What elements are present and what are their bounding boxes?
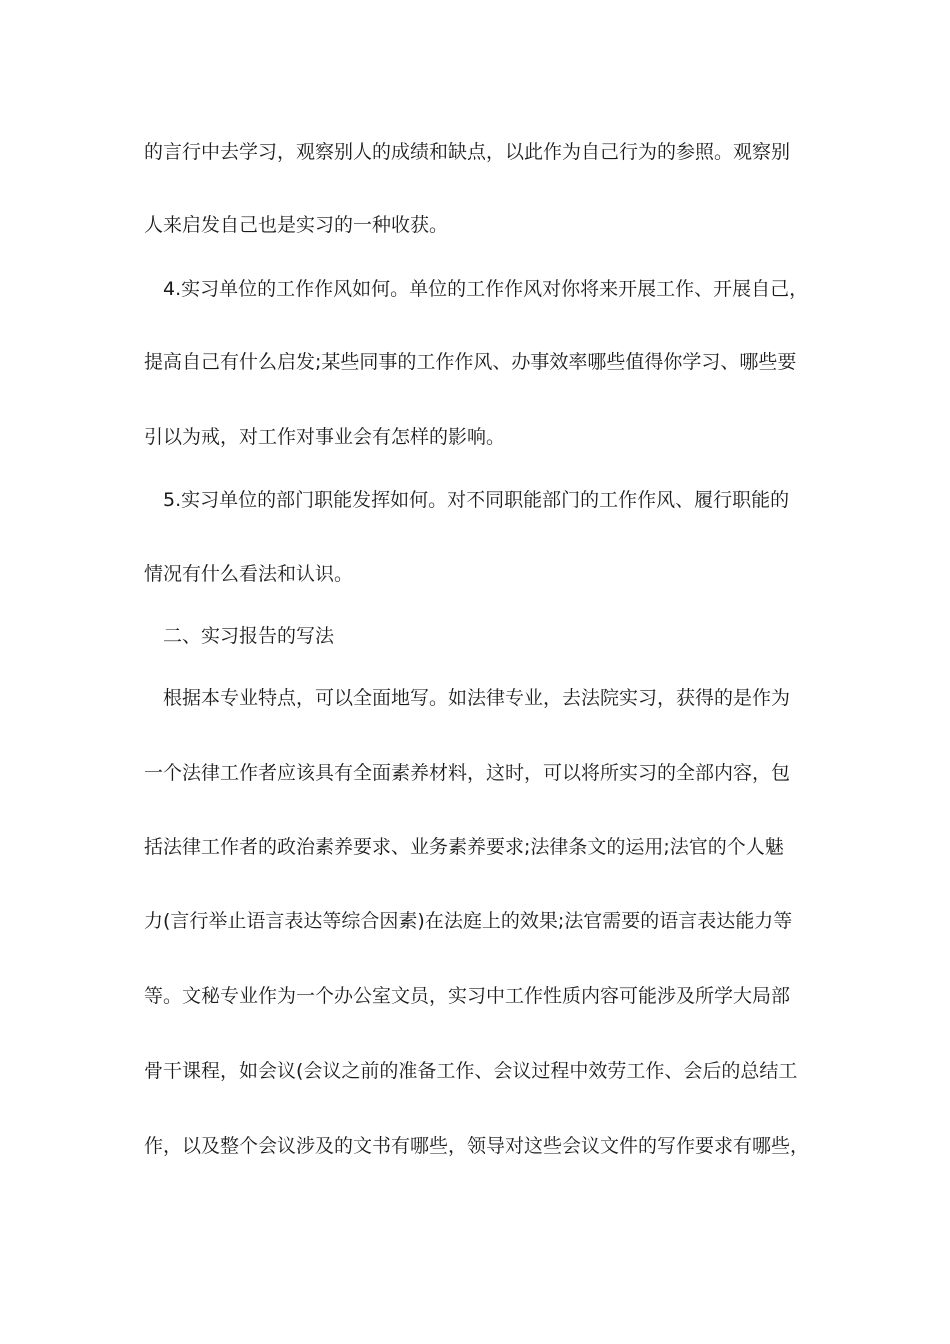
- section-heading: 二、实习报告的写法: [163, 625, 335, 647]
- text-line: 引以为戒，对工作对事业会有怎样的影响。: [144, 426, 506, 448]
- text-line: 4.实习单位的工作作风如何。单位的工作作风对你将来开展工作、开展自己，: [163, 278, 809, 300]
- text-line: 骨干课程，如会议(会议之前的准备工作、会议过程中效劳工作、会后的总结工: [144, 1060, 798, 1082]
- text-line: 5.实习单位的部门职能发挥如何。对不同职能部门的工作作风、履行职能的: [163, 489, 790, 511]
- text-line: 等。文秘专业作为一个办公室文员，实习中工作性质内容可能涉及所学大局部: [144, 985, 791, 1007]
- text-line: 的言行中去学习，观察别人的成绩和缺点，以此作为自己行为的参照。观察别: [144, 141, 791, 163]
- text-line: 情况有什么看法和认识。: [144, 563, 354, 585]
- text-line: 根据本专业特点，可以全面地写。如法律专业，去法院实习，获得的是作为: [163, 687, 791, 709]
- text-line: 括法律工作者的政治素养要求、业务素养要求;法律条文的运用;法官的个人魅: [144, 836, 784, 858]
- text-line: 提高自己有什么启发;某些同事的工作作风、办事效率哪些值得你学习、哪些要: [144, 351, 797, 373]
- text-line: 一个法律工作者应该具有全面素养材料，这时，可以将所实习的全部内容，包: [144, 762, 791, 784]
- text-line: 人来启发自己也是实习的一种收获。: [144, 214, 449, 236]
- text-line: 力(言行举止语言表达等综合因素)在法庭上的效果;法官需要的语言表达能力等: [144, 910, 793, 932]
- text-line: 作，以及整个会议涉及的文书有哪些，领导对这些会议文件的写作要求有哪些，: [144, 1135, 810, 1157]
